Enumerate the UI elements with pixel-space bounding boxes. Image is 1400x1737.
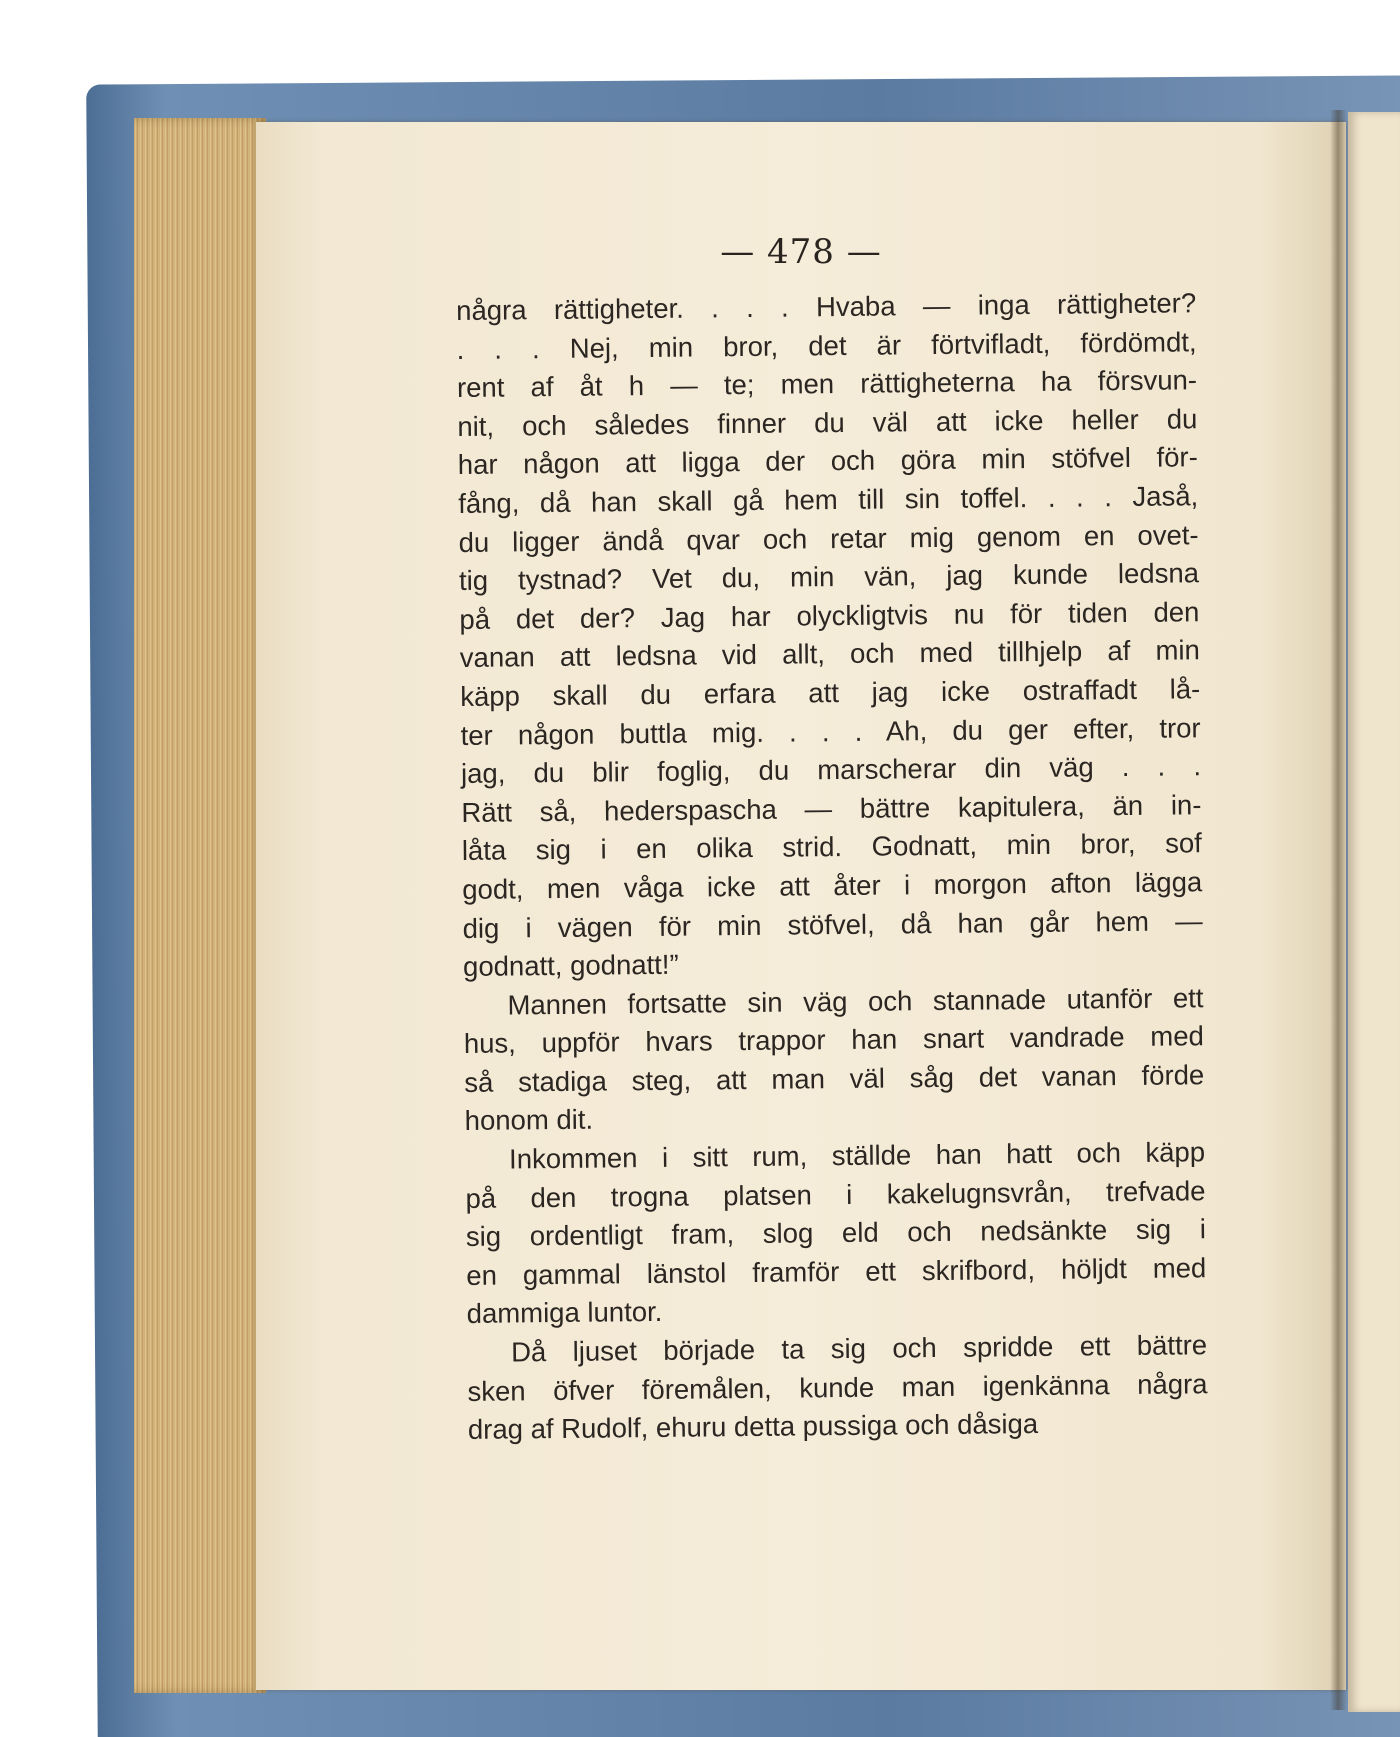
text-line: Mannen fortsatte sin väg och stannade utanför ett xyxy=(507,981,1204,1021)
book-gutter xyxy=(1330,110,1346,1710)
text-line: fång, då han skall gå hem till sin toffel. . . . Jaså, xyxy=(458,480,1199,519)
text-line: en gammal länstol framför ett skrifbord, höljdt med xyxy=(466,1252,1207,1291)
text-line: några rättigheter. . . . Hvaba — inga rättigheter? xyxy=(456,287,1197,326)
text-line: . . . Nej, min bror, det är förtviﬂadt, fördömdt, xyxy=(456,325,1197,365)
text-line: honom dit. xyxy=(464,1104,594,1137)
book-page xyxy=(256,122,1346,1690)
text-line: hus, uppför hvars trappor han snart vandrade med xyxy=(463,1020,1204,1060)
paragraph xyxy=(465,1133,1207,1334)
text-line: ter någon buttla mig. . . . Ah, du ger efter, tror xyxy=(460,711,1201,751)
text-line: på det der? Jag har olyckligtvis nu för tiden den xyxy=(459,595,1200,635)
paragraph xyxy=(456,284,1203,986)
text-line: låta sig i en olika strid. Godnatt, min bror, sof xyxy=(461,827,1202,867)
text-line: jag, du blir foglig, du marscherar din väg . . . xyxy=(460,750,1202,790)
text-line: Inkommen i sitt rum, ställde han hatt och käpp xyxy=(508,1136,1206,1175)
text-block xyxy=(456,284,1208,1449)
text-line: käpp skall du erfara att jag icke ostraffadt lå- xyxy=(460,673,1201,712)
text-line: dammiga luntor. xyxy=(466,1296,663,1330)
text-line: nit, och således finner du väl att icke heller du xyxy=(457,403,1198,442)
paragraph xyxy=(467,1326,1208,1450)
text-line: godt, men våga icke att åter i morgon afton lägga xyxy=(462,866,1203,905)
text-line: tig tystnad? Vet du, min vän, jag kunde ledsna xyxy=(458,557,1200,597)
text-line: rent af åt h — te; men rättigheterna ha försvun- xyxy=(456,364,1198,404)
text-line: dig i vägen för min stöfvel, då han går hem — xyxy=(462,904,1203,944)
facing-page-edge xyxy=(1348,112,1400,1712)
page-number: — 478 — xyxy=(720,232,882,272)
paragraph xyxy=(463,979,1205,1141)
text-line: du ligger ändå qvar och retar mig genom en ovet- xyxy=(458,518,1199,558)
text-line: sken öfver föremålen, kunde man igenkänna några xyxy=(467,1367,1208,1407)
text-line: drag af Rudolf, ehuru detta pussiga och dåsiga xyxy=(467,1408,1039,1446)
text-line: på den trogna platsen i kakelugnsvrån, trefvade xyxy=(465,1174,1206,1214)
text-line: Rätt så, hederspascha — bättre kapitulera, än in- xyxy=(461,788,1202,828)
text-line: så stadiga steg, att man väl såg det vanan förde xyxy=(464,1059,1205,1098)
text-line: Då ljuset började ta sig och spridde ett bättre xyxy=(510,1329,1208,1368)
text-line: sig ordentligt fram, slog eld och nedsänkte sig i xyxy=(465,1213,1207,1253)
text-line: godnatt, godnatt!” xyxy=(462,948,679,983)
page-edges xyxy=(134,118,266,1693)
text-line: har någon att ligga der och göra min stöfvel för- xyxy=(457,441,1198,481)
text-line: vanan att ledsna vid allt, och med tillhjelp af min xyxy=(459,634,1200,674)
